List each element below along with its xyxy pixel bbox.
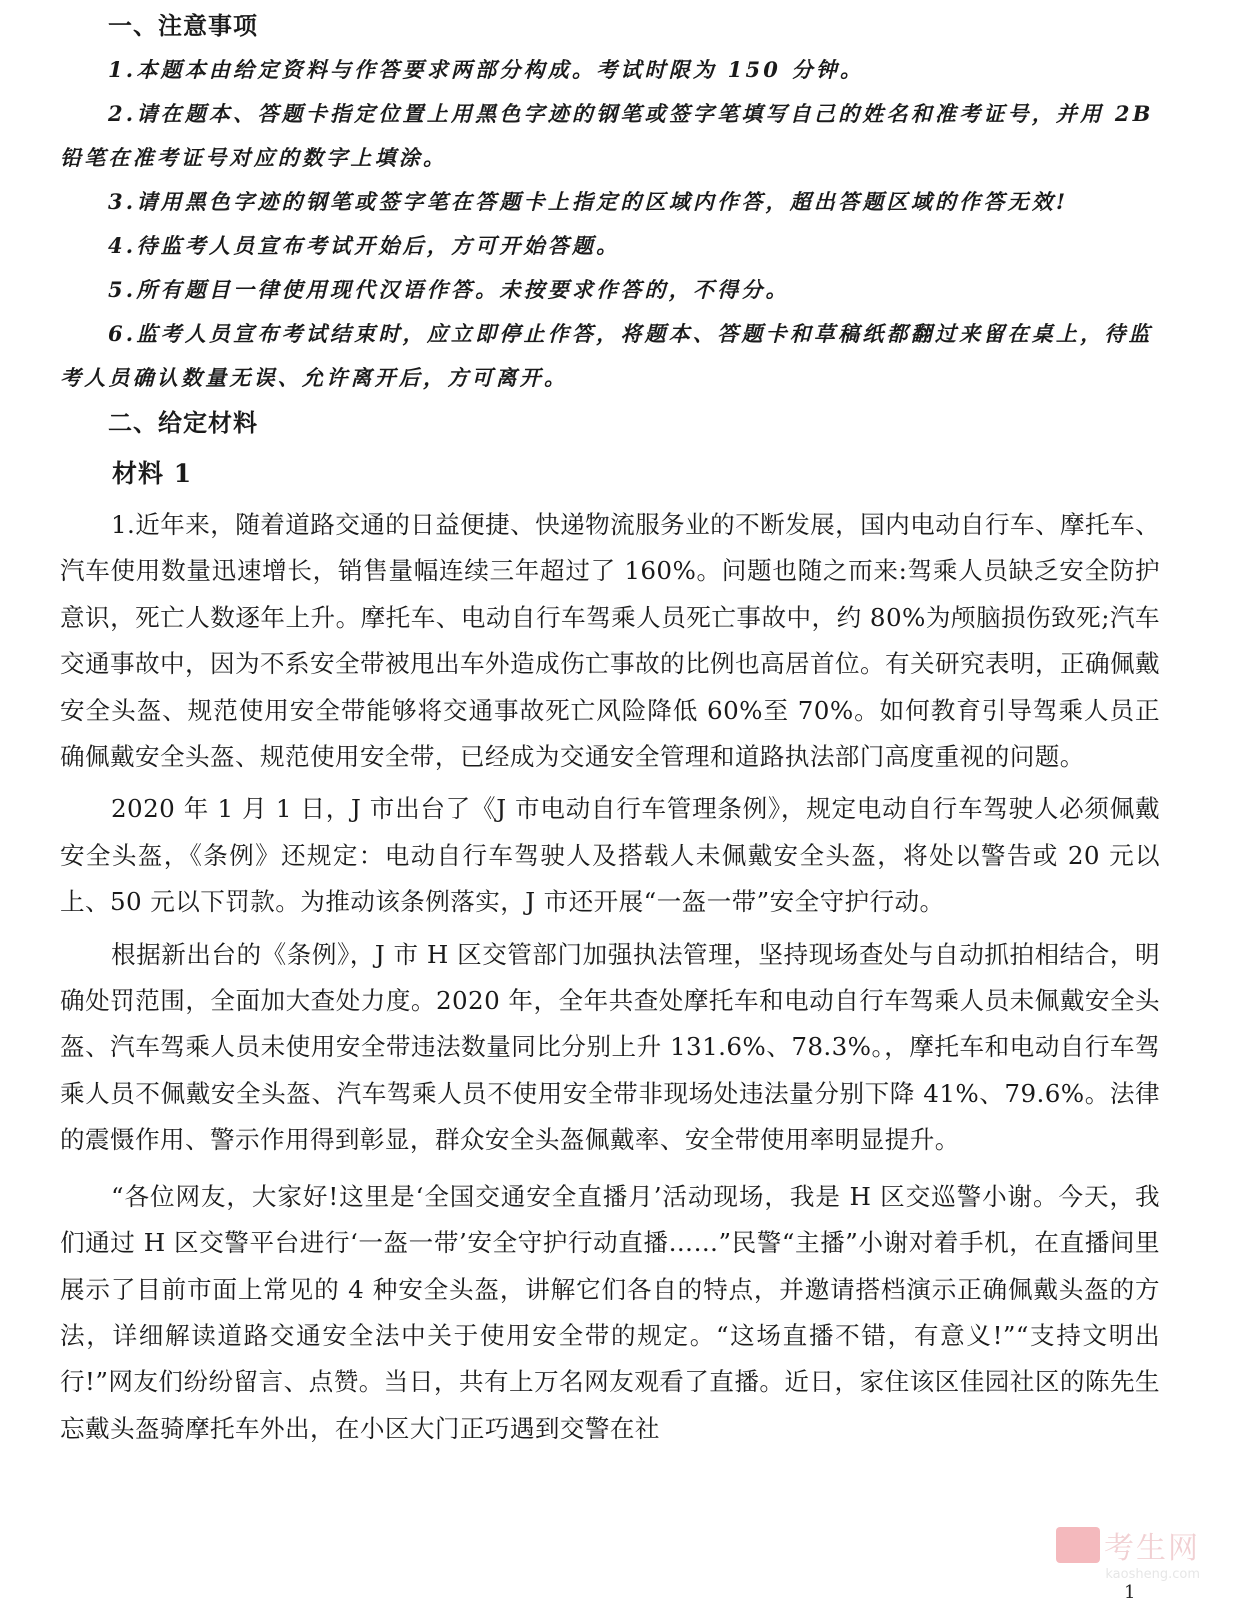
watermark bbox=[1056, 1523, 1200, 1582]
note-item: 2.请在题本、答题卡指定位置上用黑色字迹的钢笔或签字笔填写自己的姓名和准考证号，并用 2B 铅笔在准考证号对应的数字上填涂。 bbox=[60, 101, 1154, 170]
note-item: 6.监考人员宣布考试结束时，应立即停止作答，将题本、答题卡和草稿纸都翻过来留在桌上，待监考人员确认数量无误、允许离开后，方可离开。 bbox=[60, 321, 1153, 390]
watermark-logo-icon bbox=[1056, 1527, 1100, 1563]
section-heading-materials: 二、给定材料 bbox=[108, 409, 258, 437]
note-item: 4.待监考人员宣布考试开始后，方可开始答题。 bbox=[108, 233, 621, 258]
note-item: 5.所有题目一律使用现代汉语作答。未按要求作答的，不得分。 bbox=[108, 277, 790, 302]
material-paragraph: 1.近年来，随着道路交通的日益便捷、快递物流服务业的不断发展，国内电动自行车、摩托车、汽车使用数量迅速增长，销售量幅连续三年超过了 160%。问题也随之而来:驾乘人员缺乏安全防护意识，死亡人数逐年上升。摩托车、电动自行车驾乘人员死亡事故中，约 80%为颅脑损伤致死;汽车交通事故中，因为不系安全带被甩出车外造成伤亡事故的比例也高居首位。有关研究表明，正确佩戴安全头盔、规范使用安全带能够将交通事故死亡风险降低 60%至 70%。如何教育引导驾乘人员正确佩戴安全头盔、规范使用安全带，已经成为交通安全管理和道路执法部门高度重视的问题。 bbox=[60, 510, 1161, 772]
section-heading-notes: 一、注意事项 bbox=[108, 12, 258, 40]
material-paragraph: 根据新出台的《条例》，J 市 H 区交管部门加强执法管理，坚持现场查处与自动抓拍相结合，明确处罚范围，全面加大查处力度。2020 年，全年共查处摩托车和电动自行车驾乘人员未佩戴安全头盔、汽车驾乘人员未使用安全带违法数量同比分别上升 131.6%、78.3%。，摩托车和电动自行车驾乘人员不佩戴安全头盔、汽车驾乘人员不使用安全带非现场处违法量分别下降 41%、79.6%。法律的震慑作用、警示作用得到彰显，群众安全头盔佩戴率、安全带使用率明显提升。 bbox=[60, 939, 1160, 1155]
note-item: 1.本题本由给定资料与作答要求两部分构成。考试时限为 150 分钟。 bbox=[108, 57, 865, 82]
material-paragraph: “各位网友，大家好!这里是‘全国交通安全直播月’活动现场，我是 H 区交巡警小谢。今天，我们通过 H 区交警平台进行‘一盔一带’安全守护行动直播……”民警“主播”小谢对着手机，在直播间里展示了目前市面上常见的 4 种安全头盔，讲解它们各自的特点，并邀请搭档演示正确佩戴头盔的方法，详细解读道路交通安全法中关于使用安全带的规定。“这场直播不错，有意义!”“支持文明出行!”网友们纷纷留言、点赞。当日，共有上万名网友观看了直播。近日，家住该区佳园社区的陈先生忘戴头盔骑摩托车外出，在小区大门正巧遇到交警在社 bbox=[60, 1181, 1160, 1443]
note-item: 3.请用黑色字迹的钢笔或签字笔在答题卡上指定的区域内作答，超出答题区域的作答无效! bbox=[108, 189, 1069, 214]
watermark-url: kaosheng.com bbox=[1105, 1567, 1200, 1582]
material-paragraph: 2020 年 1 月 1 日，J 市出台了《J 市电动自行车管理条例》，规定电动自行车驾驶人必须佩戴安全头盔，《条例》还规定：电动自行车驾驶人及搭载人未佩戴安全头盔，将处以警告或 20 元以上、50 元以下罚款。为推动该条例落实，J 市还开展“一盔一带”安全守护行动。 bbox=[60, 794, 1160, 917]
page-number: 1 bbox=[1124, 1582, 1136, 1603]
notes-list bbox=[60, 48, 1160, 400]
material-body bbox=[60, 502, 1160, 1452]
watermark-text: 考生网 bbox=[1104, 1531, 1200, 1566]
material-title: 材料 1 bbox=[112, 459, 193, 488]
